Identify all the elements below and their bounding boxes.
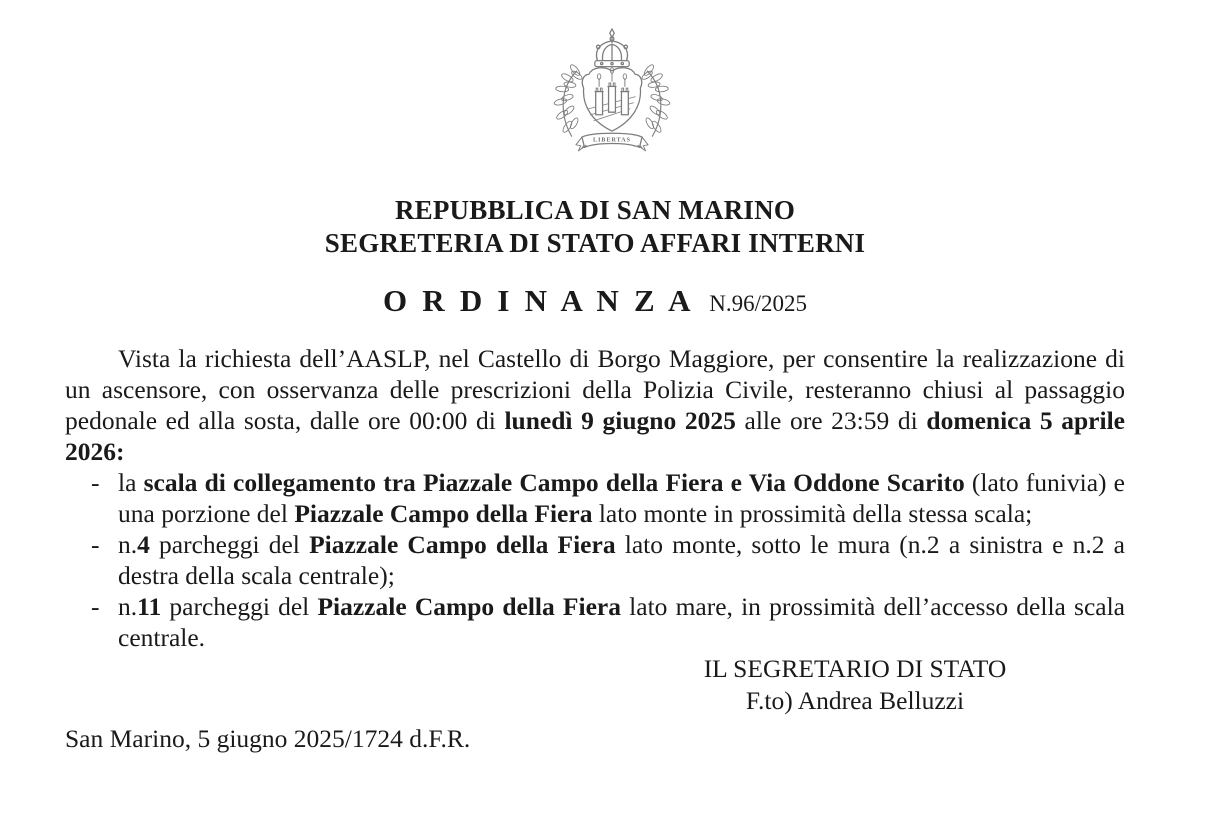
document-header bbox=[65, 194, 1125, 260]
closure-item-stairway bbox=[65, 467, 1125, 529]
header-line-1: REPUBBLICA DI SAN MARINO bbox=[394, 195, 796, 225]
closure-item-text: n.11 parcheggi del Piazzale Campo della Fiera lato mare, in prossimità dell’accesso della scala centrale. bbox=[118, 592, 1125, 652]
intro-paragraph: Vista la richiesta dell’AASLP, nel Castello di Borgo Maggiore, per consentire la realizzazione di un ascensore, con osservanza delle prescrizioni della Polizia Civile, resteranno chiusi al passaggio pedonale ed alla sosta, dalle ore 00:00 di lunedì 9 giugno 2025 alle ore 23:59 di domenica 5 aprile 2026: bbox=[65, 344, 1125, 466]
signature-name: F.to) Andrea Belluzzi bbox=[745, 686, 965, 715]
closure-item-text: n.4 parcheggi del Piazzale Campo della Fiera lato monte, sotto le mura (n.2 a sinistra e n.2 a destra della scala centrale); bbox=[118, 530, 1125, 590]
closure-item-parking-monte bbox=[65, 529, 1125, 591]
closures-list bbox=[65, 467, 1125, 653]
closure-item-parking-mare bbox=[65, 591, 1125, 653]
emblem-motto: LIBERTAS bbox=[592, 137, 631, 144]
signature-block bbox=[585, 653, 1125, 717]
ordinance-title: O R D I N A N Z A bbox=[382, 283, 695, 318]
list-dash-icon: - bbox=[91, 468, 100, 497]
list-dash-icon: - bbox=[91, 530, 100, 559]
ordinance-number: N.96/2025 bbox=[709, 291, 808, 316]
signature-title: IL SEGRETARIO DI STATO bbox=[703, 654, 1007, 683]
ordinance-title-row bbox=[65, 282, 1125, 323]
san-marino-coat-of-arms-icon bbox=[539, 26, 685, 164]
header-line-2: SEGRETERIA DI STATO AFFARI INTERNI bbox=[324, 228, 866, 258]
closure-item-text: la scala di collegamento tra Piazzale Campo della Fiera e Via Oddone Scarito (lato funivia) e una porzione del Piazzale Campo della Fiera lato monte in prossimità della stessa scala; bbox=[118, 468, 1125, 528]
dateline: San Marino, 5 giugno 2025/1724 d.F.R. bbox=[65, 724, 471, 753]
list-dash-icon: - bbox=[91, 592, 100, 621]
